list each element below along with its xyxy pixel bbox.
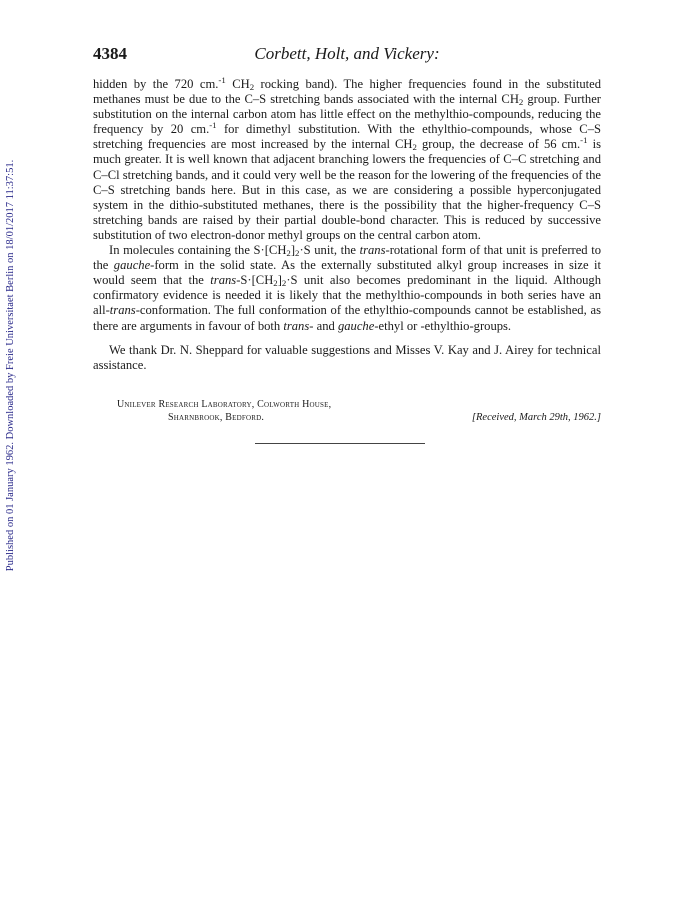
download-watermark-text: Published on 01 January 1962. Downloaded by Freie Universitaet Berlin on 18/01/2017 11:37:51. bbox=[5, 159, 17, 571]
affiliation-line-2-row bbox=[93, 411, 601, 424]
affiliation-line-1: Unilever Research Laboratory, Colworth House, bbox=[117, 399, 332, 410]
affiliation-block bbox=[93, 398, 601, 424]
page-number: 4384 bbox=[93, 44, 127, 63]
acknowledgement: We thank Dr. N. Sheppard for valuable suggestions and Misses V. Kay and J. Airey for technical assistance. bbox=[93, 342, 601, 372]
affiliation-line-2: Sharnbrook, Bedford. bbox=[168, 412, 265, 423]
paragraph-continuation: hidden by the 720 cm.$^{-1}$ $CH_2$ rocking band). The higher frequencies found in the substituted methanes must be due to the C–S stretching bands associated with the internal $CH_2$ group. Further substitution on the internal carbon atom has little effect on the methylthio-compounds, reducing the frequency by 20 cm.$^{-1}$ for dimethyl substitution. With the ethylthio-compounds, whose C–S stretching frequencies are most increased by the internal $CH_2$ group, the decrease of 56 cm.$^{-1}$ is much greater. It is well known that adjacent branching lowers the frequencies of C–C stretching and C–Cl stretching bands, and it could very well be the reason for the lowering of the frequencies of the C–S stretching bands here. But in this case, as we are considering a possible hyperconjugated system in the dithio-substituted methanes, there is the possibility that the higher-frequency C–S stretching bands are raised by their partial double-bond character. This is reduced by successive substitution of two electron-donor methyl groups on the central carbon atom. bbox=[93, 75, 601, 242]
received-date: [Received, March 29th, 1962.] bbox=[471, 412, 601, 423]
page-header bbox=[93, 44, 601, 66]
download-watermark bbox=[4, 145, 18, 585]
paragraph-conformation: In molecules containing the $S\cdot[CH_2]_2\cdot S$ unit, the trans-rotational form of that unit is preferred to the gauche-form in the solid state. As the externally substituted alkyl group increases in size it would seem that the trans-$S\cdot[CH_2]_2\cdot S$ unit also becomes predominant in the liquid. Although confirmatory evidence is needed it is likely that the methylthio-compounds in both series have an all-trans-conformation. The full conformation of the ethylthio-compounds cannot be established, as there are arguments in favour of both trans- and gauche-ethyl or -ethylthio-groups. bbox=[93, 243, 602, 333]
end-of-article-rule bbox=[255, 443, 425, 444]
article-body bbox=[93, 77, 601, 373]
running-head: Corbett, Holt, and Vickery: bbox=[254, 44, 440, 63]
